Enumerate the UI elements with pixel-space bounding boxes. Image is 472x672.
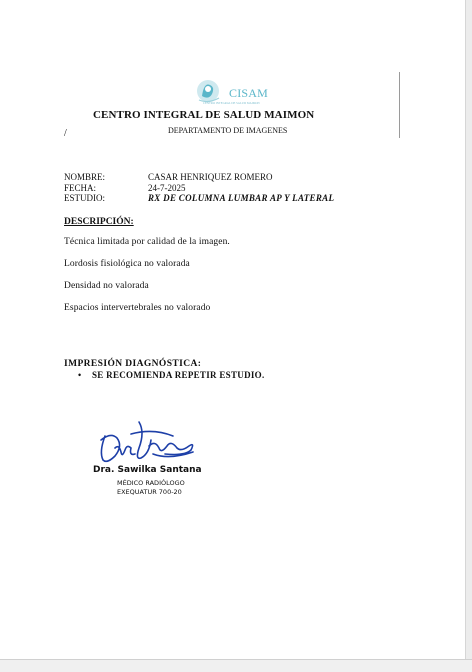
- signer-title: MÉDICO RADIÓLOGO: [117, 479, 185, 487]
- impression-heading: IMPRESIÓN DIAGNÓSTICA:: [64, 359, 202, 369]
- study-value: RX DE COLUMNA LUMBAR AP Y LATERAL: [148, 193, 335, 203]
- logo-subtext: CENTRO INTEGRAL DE SALUD MAIMON: [203, 101, 260, 105]
- impression-list: [78, 370, 265, 380]
- description-line: Densidad no valorada: [64, 281, 149, 291]
- impression-item: • SE RECOMIENDA REPETIR ESTUDIO.: [78, 370, 265, 380]
- name-value: CASAR HENRIQUEZ ROMERO: [148, 172, 273, 182]
- department-title: DEPARTAMENTO DE IMAGENES: [168, 126, 288, 135]
- name-label: NOMBRE:: [64, 172, 106, 182]
- signer-name: Dra. Sawilka Santana: [93, 465, 202, 475]
- logo-text: CISAM: [229, 86, 269, 100]
- study-label: ESTUDIO:: [64, 193, 105, 203]
- description-line: Espacios intervertebrales no valorado: [64, 303, 211, 313]
- date-label: FECHA:: [64, 183, 97, 193]
- description-line: Lordosis fisiológica no valorada: [64, 259, 190, 269]
- signer-license: EXEQUATUR 700-20: [117, 488, 182, 496]
- description-heading: DESCRIPCIÓN:: [64, 217, 134, 227]
- date-value: 24-7-2025: [148, 183, 186, 193]
- description-line: Técnica limitada por calidad de la imagen.: [64, 237, 230, 247]
- header-divider: [399, 72, 400, 138]
- stray-mark: /: [64, 128, 67, 139]
- handwritten-signature: [95, 418, 200, 468]
- vertical-scrollbar[interactable]: [465, 0, 472, 672]
- horizontal-scrollbar[interactable]: [0, 659, 472, 672]
- organization-title: CENTRO INTEGRAL DE SALUD MAIMON: [93, 109, 315, 121]
